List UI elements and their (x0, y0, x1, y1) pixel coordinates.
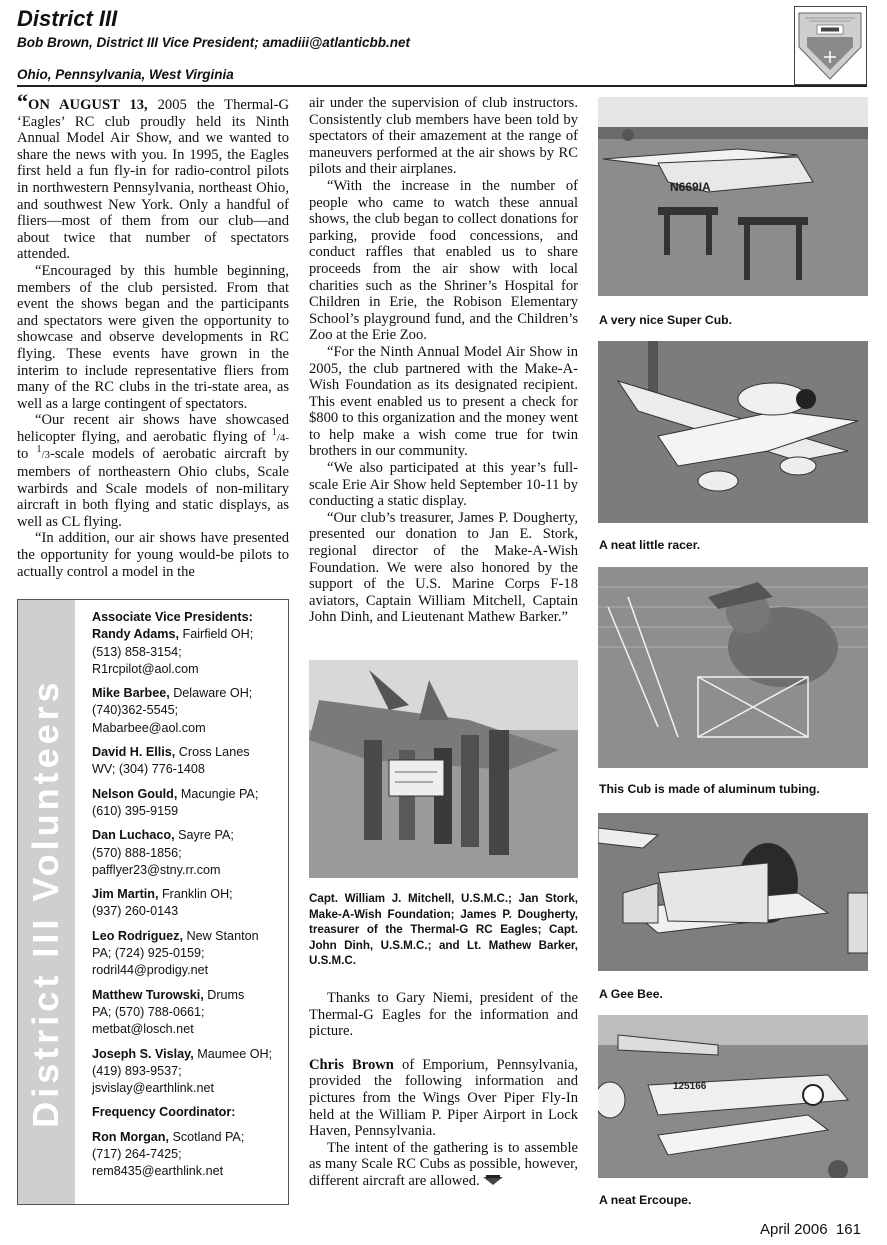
page-footer (760, 1221, 861, 1238)
volunteer-entry: Mike Barbee, Delaware OH; (740)362-5545; Mabarbee@aol.com (92, 686, 253, 735)
racer-caption: A neat little racer. (599, 538, 701, 552)
page-number: 161 (835, 1221, 861, 1238)
volunteers-side-bar (18, 600, 75, 1204)
article-paragraph: “Our recent air shows have showcased helicopter flying, and aerobatic flying of $^1$/4- to $^1$/3-scale models of aerobatic aircraft by members of northeastern Ohio clubs, Scale warbirds and Scale models of non-military aircraft in both flying and static displays, as well as CL flying. (17, 412, 289, 530)
opening-quote-mark: “ (17, 89, 28, 114)
volunteer-entry: Matthew Turowski, Drums PA; (570) 788-0661; metbat@losch.net (92, 987, 245, 1037)
super-cub-caption: A very nice Super Cub. (599, 313, 732, 327)
article-paragraph: “Encouraged by this humble beginning, members of the club persisted. From that event the shows began and the participants and spectators were given the opportunity to showcase and observe developments in RC flying. These events have grown in the interim to include representative fliers from many of the RC clubs in the tri-state area, as well as a large contingent of spectators. (17, 262, 289, 412)
group-check-photo (309, 660, 578, 878)
cub-registration: N669IA (670, 180, 711, 194)
article-paragraph: “Our club’s treasurer, James P. Dougherty, presented our donation to Jan E. Stork, regional director of the Make-A-Wish Foundation. We were also honored by the support of the U.S. Marine Corps F-18 aviators, Captain William Mitchell, Captain John Dinh, and Lieutenant Mathew Barker.” (309, 509, 578, 626)
article-paragraph: Thanks to Gary Niemi, president of the Thermal-G Eagles for the information and picture. (309, 990, 578, 1040)
volunteer-entry: Ron Morgan, Scotland PA; (717) 264-7425; rem8435@earthlink.net (92, 1129, 245, 1179)
lead-in: ON AUGUST 13, (28, 97, 148, 113)
frequency-coordinator-heading: Frequency Coordinator: (92, 1105, 236, 1120)
page-header (17, 6, 867, 82)
volunteer-entry: David H. Ellis, Cross Lanes WV; (304) 776-1408 (92, 745, 250, 777)
article-paragraph: “In addition, our air shows have presented the opportunity for young would-be pilots to actually control a model in the (17, 530, 289, 580)
contributor-name: Chris Brown (309, 1056, 394, 1073)
article-paragraph: Chris Brown of Emporium, Pennsylvania, provided the following information and pictures from the Wings Over Piper Fly-In held at the William P. Piper Airport in Lock Haven, Pennsylvania. (309, 1056, 578, 1140)
aluminum-cub-photo (598, 567, 868, 768)
volunteer-entry: Joseph S. Vislay, Maumee OH; (419) 893-9537; jsvislay@earthlink.net (92, 1046, 273, 1096)
volunteer-entry: Jim Martin, Franklin OH; (937) 260-0143 (92, 887, 233, 919)
ama-district-shield-logo-icon (795, 7, 865, 83)
ercoupe-caption: A neat Ercoupe. (599, 1193, 692, 1207)
article-column-1 (17, 89, 290, 580)
gee-bee-caption: A Gee Bee. (599, 987, 663, 1001)
article-paragraph: The intent of the gathering is to assemble as many Scale RC Cubs as possible, however, different aircraft are allowed. (309, 1139, 578, 1189)
ercoupe-photo (598, 1015, 868, 1178)
volunteer-entry: Dan Luchaco, Sayre PA; (570) 888-1856; pafflyer23@stny.rr.com (92, 828, 234, 877)
volunteer-entry: Randy Adams, Fairfield OH; (513) 858-3154; R1rcpilot@aol.com (92, 627, 254, 676)
header-rule (17, 85, 867, 87)
district-states: Ohio, Pennsylvania, West Virginia (17, 67, 234, 82)
assoc-vp-heading: Associate Vice Presidents: (92, 610, 253, 624)
volunteers-sidebar-title: District III Volunteers (25, 678, 66, 1128)
article-paragraph: air under the supervision of club instructors. Consistently club members have been told by spectators of their amazement at the range of maneuvers performed at the air shows by RC pilots and their airplanes. (309, 95, 578, 178)
aluminum-cub-caption: This Cub is made of aluminum tubing. (599, 782, 820, 796)
gee-bee-photo (598, 813, 868, 971)
district-title: District III (17, 6, 118, 31)
volunteer-entry: Nelson Gould, Macungie PA; (610) 395-9159 (92, 786, 259, 818)
ama-district-logo (794, 6, 867, 85)
article-column-2b (309, 990, 578, 1190)
article-paragraph: “For the Ninth Annual Model Air Show in 2005, the club partnered with the Make-A-Wish Foundation as its designated recipient. This event enabled us to present a check for $800 to this organization and the money went to help make a wish come true for twin brothers in our community. (309, 343, 578, 460)
racer-photo (598, 341, 868, 523)
volunteer-entry: Leo Rodriguez, New Stanton PA; (724) 925-0159; rodril44@prodigy.net (92, 928, 259, 978)
super-cub-photo (598, 97, 868, 296)
issue-date: April 2006 (760, 1221, 828, 1238)
volunteer-list (92, 609, 288, 1181)
main-photo-caption: Capt. William J. Mitchell, U.S.M.C.; Jan Stork, Make-A-Wish Foundation; James P. Dougherty, treasurer of the Thermal-G RC Eagles; Capt. John Dinh, U.S.M.C.; and Lt. Mathew Barker, U.S.M.C. (309, 892, 578, 968)
ama-end-mark-icon (483, 1175, 503, 1185)
ercoupe-registration: 125166 (673, 1081, 707, 1092)
vice-president-line: Bob Brown, District III Vice President; amadiii@atlanticbb.net (17, 35, 410, 50)
volunteers-sidebar (17, 599, 289, 1205)
article-paragraph: “ON AUGUST 13, 2005 the Thermal-G ‘Eagles’ RC club proudly held its Ninth Annual Model Air Show, and we wanted to share the news with you. In 1995, the Eagles first held a fun fly-in for radio-control pilots in northwestern Pennsylvania, northeast Ohio, and southwest New York. Only a handful of fliers—most of them from our club—and about twice that number of spectators attended. (17, 89, 290, 263)
article-paragraph: “With the increase in the number of people who came to watch these annual shows, the club began to collect donations for parking, provide food concessions, and conduct raffles that enabled us to share proceeds from the air show with local charities such as the Shriner’s Hospital for Children in Erie, the Robison Elementary School’s playground fund, and the Children’s Zoo at the Erie Zoo. (309, 177, 578, 344)
article-paragraph: “We also participated at this year’s full-scale Erie Air Show held September 10-11 by conducting a static display. (309, 460, 578, 510)
article-column-2 (309, 95, 578, 626)
